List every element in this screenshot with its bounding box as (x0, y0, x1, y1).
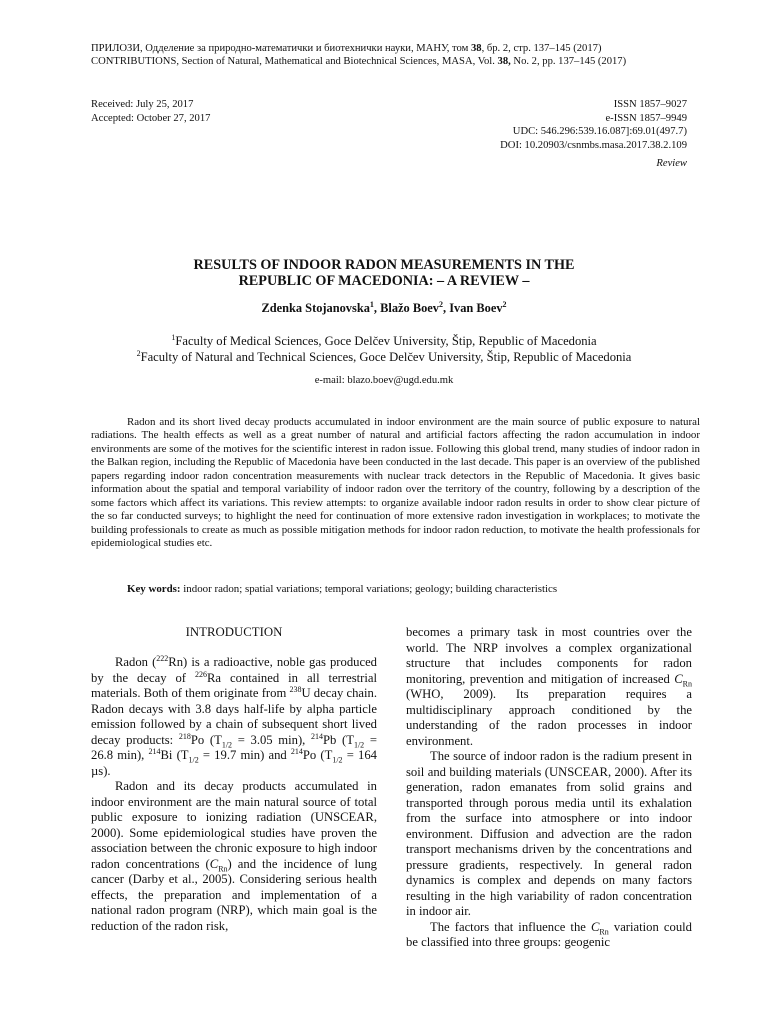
accepted-date: Accepted: October 27, 2017 (91, 112, 211, 124)
author-3-sup: 2 (502, 299, 507, 309)
author-1: Zdenka Stojanovska (261, 301, 370, 315)
intro-paragraph-2: Radon and its decay products accumulated in indoor environment are the main natural source of total public exposure to ionizing radiation (UNSCEAR, 2000). Some epidemiological studies have proven the association between the chronic exposure to high indoor radon concentrations $(C_{Rn})$ and the incidence of lung cancer (Darby et al., 2005). Considering serious health effects, the preparation and implementation of a national radon program (NRP), which main goal is the reduction of the radon risk, (91, 779, 377, 933)
affiliation-1: $^1$Faculty of Medical Sciences, Goce Delčev University, Štip, Republic of Macedonia (171, 332, 597, 348)
abstract: Radon and its short lived decay products accumulated in indoor environment are the main source of public exposure to natural radiations. The health effects as well as a great number of natural and artificial factors affecting the radon accumulation in indoor environments are some of the motives for the scientific interest in radon issue. Following this global trend, many studies of indoor radon in the Balkan region, including the Republic of Macedonia have been conducted in the last decade. This paper is an overview of the published papers regarding indoor radon concentration measurements with nuclear track detectors in the Republic of Macedonia. It gives basic information about the spatial and temporal variability of indoor radon over the territory of the country, following by a description of the some factors which affect its variations. This review attempts: to organize available indoor radon results in order to show clear picture of the so far conducted surveys; to highlight the need for continuation of more extensive radon investigation in workplaces; to motivate the building professionals to create as much as possible mitigation methods for indoor radon reduction, to motivate the health professionals for epidemiological studies etc. (91, 416, 700, 550)
intro-paragraph-5: The factors that influence the $C_{Rn}$ variation could be classified into three groups: geogenic (406, 919, 692, 949)
author-3: Ivan Boev (449, 301, 503, 315)
author-2: Blažo Boev (380, 301, 439, 315)
udc: UDC: 546.296:539.16.087]:69.01(497.7) (512, 126, 687, 137)
title-line-1: RESULTS OF INDOOR RADON MEASUREMENTS IN THE (193, 257, 575, 273)
article-type: Review (656, 158, 687, 169)
author-2-sup: 2 (438, 299, 443, 309)
contact-email: e-mail: blazo.boev@ugd.edu.mk (314, 375, 454, 386)
keywords-text: indoor radon; spatial variations; temporal variations; geology; building characteristics (183, 583, 558, 595)
section-heading-introduction: INTRODUCTION (185, 625, 283, 639)
right-column (406, 625, 692, 951)
journal-header-mk: ПРИЛОЗИ, Одделение за природно-математички и биотехнички науки, МАНУ, том 38, бр. 2, стр. 137–145 (2017) (91, 43, 602, 54)
intro-paragraph-1: Radon ($^{222}$Rn) is a radioactive, noble gas produced by the decay of $^{226}$Ra contained in all terrestrial materials. Both of them originate from $^{238}$U decay chain. Radon decays with 3.8 days half-life by alpha particle emission followed by a chain of subsequent short lived decay products: $^{218}$Po ($T_{1/2} = 3.05$ min), $^{214}$Pb ($T_{1/2} = 26.8$ min), $^{214}$Bi ($T_{1/2} = 19.7$ min) and $^{214}$Po ($T_{1/2} = 164$ µs). (91, 653, 377, 778)
received-accepted (91, 98, 210, 125)
issn: ISSN 1857–9027 (613, 99, 687, 110)
author-list: Zdenka Stojanovska$^1$, Blažo Boev$^2$, Ivan Boev$^2$ (261, 299, 507, 315)
keywords-label: Key words: (127, 583, 181, 595)
title-line-2: REPUBLIC OF MACEDONIA: – A REVIEW – (238, 273, 530, 289)
intro-paragraph-3: becomes a primary task in most countries over the world. The NRP involves a complex organizational structure that includes components for radon monitoring, prevention and mitigation of increased $C_{Rn}$ (WHO, 2009). Its preparation requires a multidisciplinary approach conditioned by the understanding of the radon processes in indoor environment. (406, 625, 692, 748)
affiliation-2-num: 2 (136, 348, 141, 358)
journal-header-en: CONTRIBUTIONS, Section of Natural, Mathematical and Biotechnical Sciences, MASA, Vol. 38, No. 2, pp. 137–145 (2017) (91, 56, 627, 67)
eissn: e-ISSN 1857–9949 (605, 112, 687, 124)
received-date: Received: July 25, 2017 (91, 99, 194, 110)
intro-paragraph-4: The source of indoor radon is the radium present in soil and building materials (UNSCEAR, 2000). After its generation, radon emanates from solid grains and transported through porous media until its exhalation from the surface into atmosphere or into indoor environment. Diffusion and advection are the radon transport mechanisms driven by the concentrations and pressure gradients, respectively. In general radon dynamics is complex and depends on many factors resulting in the high variability of radon concentration in indoor air. (406, 749, 692, 918)
affiliations (0, 333, 768, 365)
left-column (91, 655, 377, 934)
keywords (127, 583, 557, 595)
author-1-sup: 1 (369, 299, 374, 309)
article-identifiers (500, 98, 687, 171)
affiliation-2: $^2$Faculty of Natural and Technical Sciences, Goce Delčev University, Štip, Republic of Macedonia (136, 348, 632, 364)
paper-title (0, 257, 768, 289)
affiliation-1-num: 1 (171, 332, 176, 342)
doi: DOI: 10.20903/csnmbs.masa.2017.38.2.109 (500, 139, 687, 151)
